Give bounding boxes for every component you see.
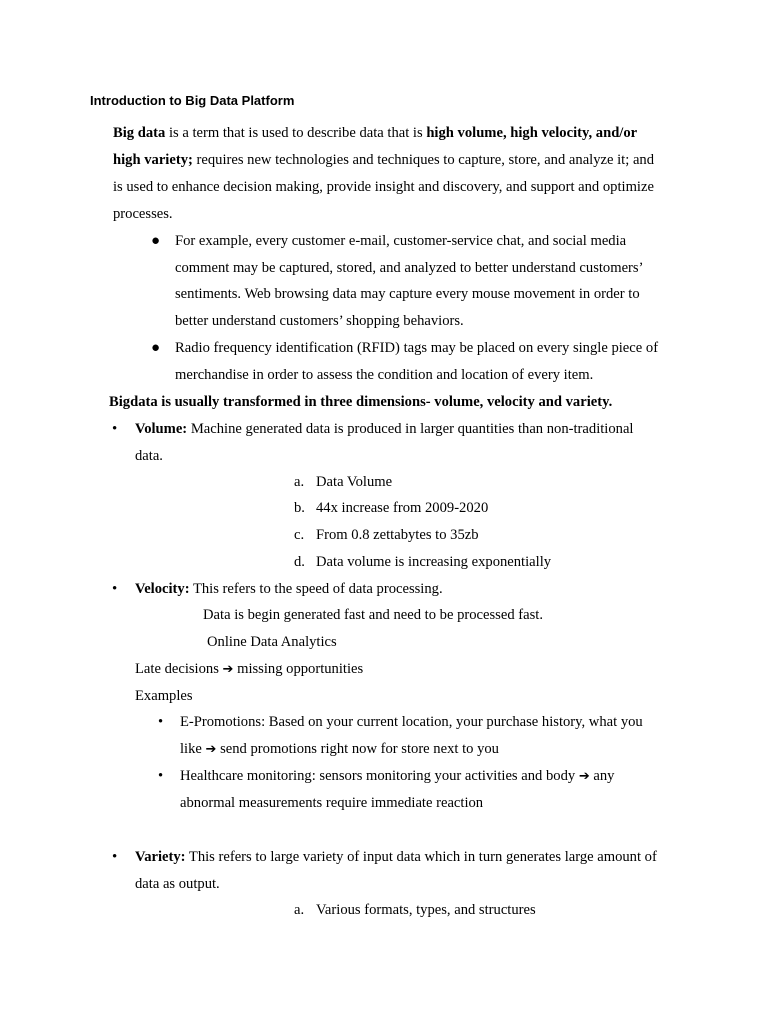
example-text: send promotions right now for store next to you	[216, 741, 499, 757]
variety-item: Various formats, types, and structures	[316, 902, 536, 918]
volume-item: From 0.8 zettabytes to 35zb	[316, 527, 479, 543]
example-text: like	[180, 741, 206, 757]
volume-item: Data Volume	[316, 474, 393, 490]
missing-opportunities-text: missing opportunities	[233, 661, 364, 677]
velocity-line-2: Data is begin generated fast and need to be processed fast.	[203, 607, 543, 623]
example-text: any	[589, 768, 615, 784]
list-marker: a.	[294, 474, 305, 490]
variety-label: Variety:	[135, 849, 186, 865]
intro-line-3: is used to enhance decision making, provide insight and discovery, and support and optimize	[113, 179, 654, 195]
variety-line-1	[135, 848, 657, 866]
volume-text: Machine generated data is produced in larger quantities than non-traditional	[187, 421, 634, 437]
example-1-line-3: sentiments. Web browsing data may capture every mouse movement in order to	[175, 286, 640, 302]
variety-line-2: data as output.	[135, 876, 220, 892]
velocity-example-2-line-2: abnormal measurements require immediate reaction	[180, 795, 484, 811]
document-heading: Introduction to Big Data Platform	[90, 93, 295, 108]
example-2-line-2: merchandise in order to assess the condition and location of every item.	[175, 367, 594, 383]
arrow-right-icon: ➔	[205, 742, 217, 757]
example-1-line-2: comment may be captured, stored, and analyzed to better understand customers’	[175, 260, 644, 276]
late-decisions-line	[135, 660, 363, 679]
late-decisions-text: Late decisions	[135, 661, 223, 677]
bullet-dot: ●	[151, 340, 161, 356]
emphasis-volume-velocity: high volume, high velocity, and/or	[426, 125, 638, 141]
volume-item: Data volume is increasing exponentially	[316, 554, 552, 570]
examples-label: Examples	[135, 688, 193, 704]
list-marker: b.	[294, 500, 305, 516]
variety-text: This refers to large variety of input data which in turn generates large amount of	[185, 849, 657, 865]
volume-label: Volume:	[135, 421, 188, 437]
list-marker: d.	[294, 554, 305, 570]
dimensions-heading: Bigdata is usually transformed in three dimensions- volume, velocity and variety.	[109, 394, 613, 410]
velocity-text: This refers to the speed of data processing.	[189, 581, 443, 597]
bullet-dot: ●	[151, 233, 161, 249]
example-text: Healthcare monitoring: sensors monitoring your activities and body	[180, 768, 579, 784]
intro-line-2	[113, 151, 654, 169]
velocity-example-1-line-2	[180, 740, 499, 759]
velocity-label: Velocity:	[135, 581, 190, 597]
bullet-dot: •	[112, 421, 118, 437]
bullet-dot: •	[112, 581, 118, 597]
example-2-line-1: Radio frequency identification (RFID) tags may be placed on every single piece of	[175, 340, 659, 356]
velocity-line-3: Online Data Analytics	[207, 634, 337, 650]
volume-line-2: data.	[135, 448, 163, 464]
example-1-line-1: For example, every customer e-mail, customer-service chat, and social media	[175, 233, 627, 249]
bullet-dot: •	[158, 714, 164, 730]
velocity-example-2-line-1	[180, 767, 614, 786]
example-1-line-4: better understand customers’ shopping behaviors.	[175, 313, 464, 329]
velocity-line-1	[135, 580, 443, 598]
velocity-example-1-line-1: E-Promotions: Based on your current location, your purchase history, what you	[180, 714, 643, 730]
list-marker: c.	[294, 527, 305, 543]
list-marker: a.	[294, 902, 305, 918]
intro-text: requires new technologies and techniques to capture, store, and analyze it; and	[192, 152, 655, 168]
volume-line-1	[135, 420, 633, 438]
intro-text: is a term that is used to describe data that is	[165, 125, 427, 141]
bullet-dot: •	[158, 768, 164, 784]
arrow-right-icon: ➔	[578, 769, 590, 784]
intro-line-1	[113, 124, 637, 142]
emphasis-variety: high variety;	[113, 152, 193, 168]
arrow-right-icon: ➔	[222, 662, 234, 677]
term-big-data: Big data	[113, 125, 166, 141]
volume-item: 44x increase from 2009-2020	[316, 500, 489, 516]
bullet-dot: •	[112, 849, 118, 865]
intro-line-4: processes.	[113, 206, 173, 222]
